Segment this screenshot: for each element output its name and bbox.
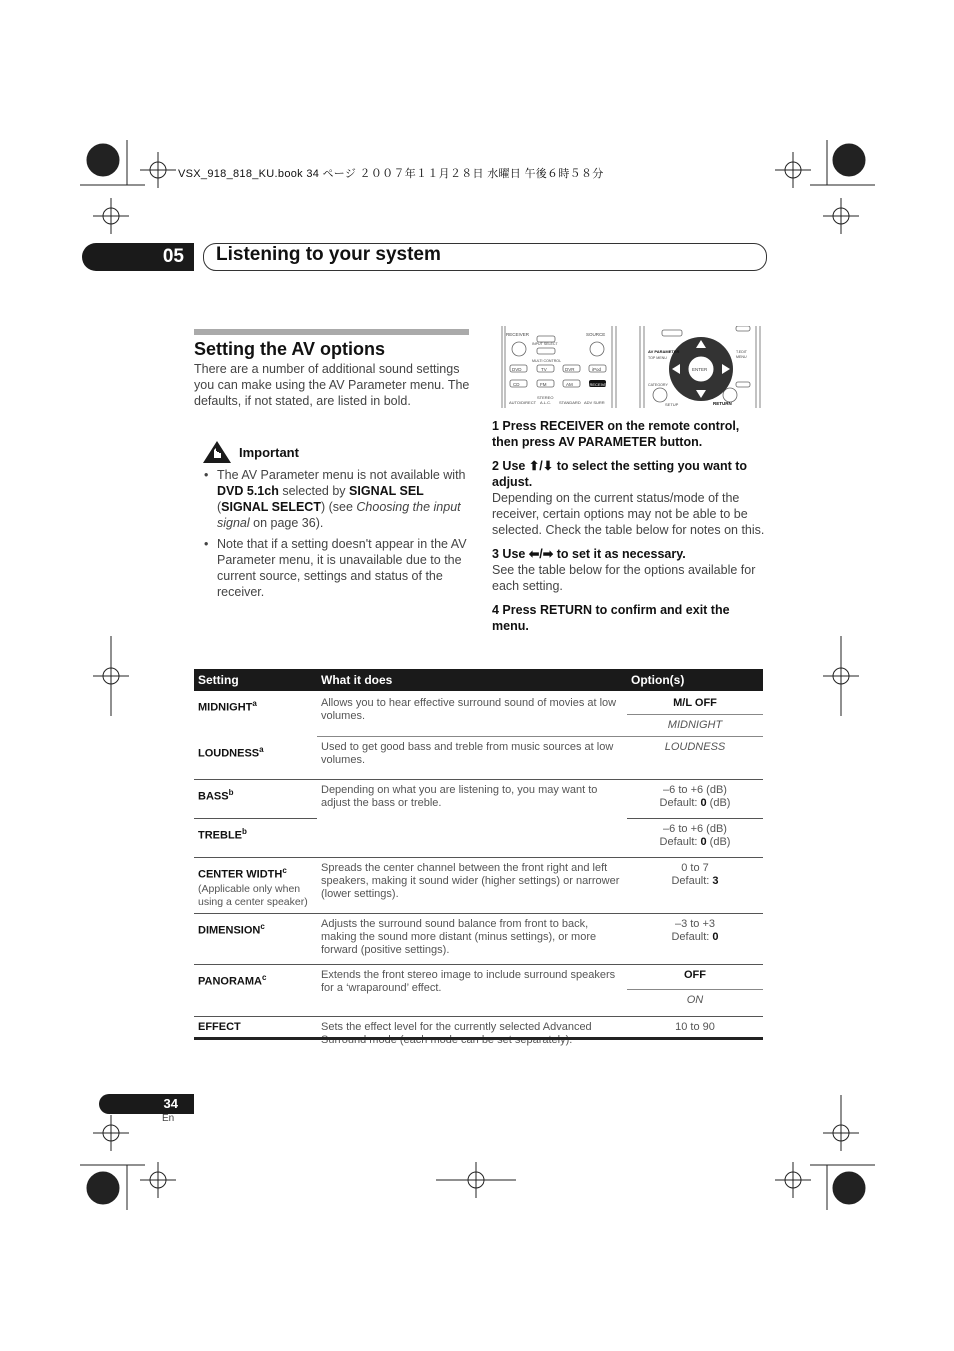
important-item: • The AV Parameter menu is not available with DVD 5.1ch selected by SIGNAL SEL (SIGNAL SELECT) (see Choosing the input signal on page 36).	[204, 467, 470, 531]
table-row	[194, 1016, 763, 1055]
remote-label-auto-direct: AUTO/DIRECT	[509, 400, 537, 405]
steps	[492, 418, 768, 642]
table-bottom-rule	[194, 1037, 763, 1040]
table-row	[194, 858, 763, 914]
setting-bass: BASS$^b$	[194, 780, 317, 819]
option-panorama-on: ON	[627, 989, 763, 1016]
remote-label-tv: TV	[541, 367, 547, 372]
remote-label-fm: FM	[540, 382, 547, 387]
remote-label-receiver-button: RECEIVER	[589, 382, 610, 387]
option-effect: 10 to 90	[627, 1016, 763, 1055]
remote-label-enter: ENTER	[692, 367, 708, 372]
setting-treble: TREBLE$^b$	[194, 819, 317, 858]
setting-midnight: MIDNIGHT$^a$	[198, 699, 257, 714]
option-panorama-off: OFF	[627, 964, 763, 989]
chapter-title: Listening to your system	[216, 244, 441, 265]
table-row	[194, 691, 763, 715]
remote-label-av-parameter: AV PARAMETER	[648, 349, 680, 354]
chapter-number-pill	[82, 243, 194, 271]
section-title: Setting the AV options	[194, 339, 385, 359]
setting-loudness: LOUDNESS$^a$	[198, 744, 264, 760]
step-2-description: Depending on the current status/mode of the receiver, certain options may not be able to be selected. Check the table below for notes on this.	[492, 491, 765, 537]
section-rule	[194, 329, 469, 335]
desc-panorama: Extends the front stereo image to include surround speakers for a ‘wraparound’ effect.	[317, 964, 627, 1016]
option-dimension: –3 to +3 Default: 0	[627, 913, 763, 964]
remote-label-standard: STANDARD	[559, 400, 581, 405]
remote-label-dvr: DVR	[565, 367, 575, 372]
remote-label-menu: MENU	[736, 355, 747, 359]
table-row	[194, 737, 763, 780]
remote-control-illustration	[500, 326, 766, 408]
remote-label-setup: SETUP	[665, 402, 679, 407]
desc-bass-treble: Depending on what you are listening to, you may want to adjust the bass or treble.	[317, 780, 627, 858]
desc-effect: Sets the effect level for the currently selected Advanced	[317, 1016, 627, 1055]
remote-label-ipod: iPod	[592, 367, 602, 372]
chapter-number: 05	[162, 246, 184, 267]
remote-label-receiver: RECEIVER	[506, 332, 530, 337]
table-row	[194, 964, 763, 989]
desc-midnight: Allows you to hear effective surround sound of movies at low volumes.	[317, 691, 627, 737]
step-3-description: See the table below for the options available for each setting.	[492, 563, 756, 593]
setting-panorama: PANORAMA$^c$	[194, 964, 317, 1016]
page-number-pill	[99, 1094, 194, 1114]
remote-label-am: AM	[566, 382, 573, 387]
table-row	[194, 913, 763, 964]
remote-label-t-edit: T.EDIT	[736, 350, 747, 354]
header-setting: Setting	[194, 669, 317, 691]
remote-label-alc: A.L.C.	[540, 400, 552, 405]
remote-label-return: RETURN	[713, 401, 732, 406]
header-what-it-does: What it does	[317, 669, 627, 691]
remote-label-adv-surr: ADV SURR	[584, 400, 605, 405]
remote-label-multi-control: MULTI CONTROL	[532, 359, 562, 363]
option-bass: –6 to +6 (dB) Default: 0 (dB)	[627, 780, 763, 819]
av-options-table	[194, 669, 763, 1055]
page-language: En	[162, 1113, 175, 1124]
option-treble: –6 to +6 (dB) Default: 0 (dB)	[627, 819, 763, 858]
remote-label-source: SOURCE	[586, 332, 606, 337]
setting-effect: EFFECT	[194, 1016, 317, 1055]
remote-label-cd: CD	[513, 382, 520, 387]
table-row	[194, 780, 763, 819]
table-header-row	[194, 669, 763, 691]
header-options: Option(s)	[627, 669, 763, 691]
desc-loudness: Used to get good bass and treble from music sources at low volumes.	[321, 741, 614, 766]
intro-paragraph: There are a number of additional sound settings you can make using the AV Parameter menu. The defaults, if not stated, are listed in bold.	[194, 362, 470, 408]
setting-dimension: DIMENSION$^c$	[194, 913, 317, 964]
step-1: 1 Press RECEIVER on the remote control, then press AV PARAMETER button.	[492, 419, 740, 449]
desc-dimension: Adjusts the surround sound balance from front to back, making the sound more distant (minus settings), or more forward (positive settings).	[317, 913, 627, 964]
remote-label-category: CATEGORY	[648, 383, 668, 387]
step-3-heading: 3 Use ⬅/➡ to set it as necessary.	[492, 547, 686, 561]
important-warning-icon	[202, 440, 232, 464]
important-label: Important	[239, 445, 299, 460]
option-loudness: LOUDNESS	[627, 737, 763, 780]
option-center-width: 0 to 7 Default: 3	[627, 858, 763, 914]
remote-label-stereo: STEREO	[537, 395, 554, 400]
remote-label-dvd: DVD	[512, 367, 522, 372]
important-list	[204, 467, 470, 605]
file-header: VSX_918_818_KU.book 34 ページ ２００７年１１月２８日 水曜日 午後６時５８分	[178, 168, 604, 180]
important-item: • Note that if a setting doesn't appear in the AV Parameter menu, it is unavailable due to the current source, settings and status of the receiver.	[204, 536, 470, 600]
setting-center-width: CENTER WIDTH$^c$ (Applicable only when using a center speaker)	[194, 858, 317, 914]
option-midnight: MIDNIGHT	[627, 715, 763, 737]
remote-label-top-menu: TOP MENU	[648, 356, 667, 360]
desc-center-width: Spreads the center channel between the front right and left speakers, making it sound wider (higher settings) or narrower (lower settings).	[317, 858, 627, 914]
remote-label-input-select: INPUT SELECT	[532, 342, 558, 346]
step-2-heading: 2 Use ⬆/⬇ to select the setting you want to adjust.	[492, 459, 748, 489]
option-ml-off: M/L OFF	[673, 697, 717, 709]
step-4: 4 Press RETURN to confirm and exit the menu.	[492, 603, 730, 633]
page-number: 34	[163, 1096, 178, 1111]
